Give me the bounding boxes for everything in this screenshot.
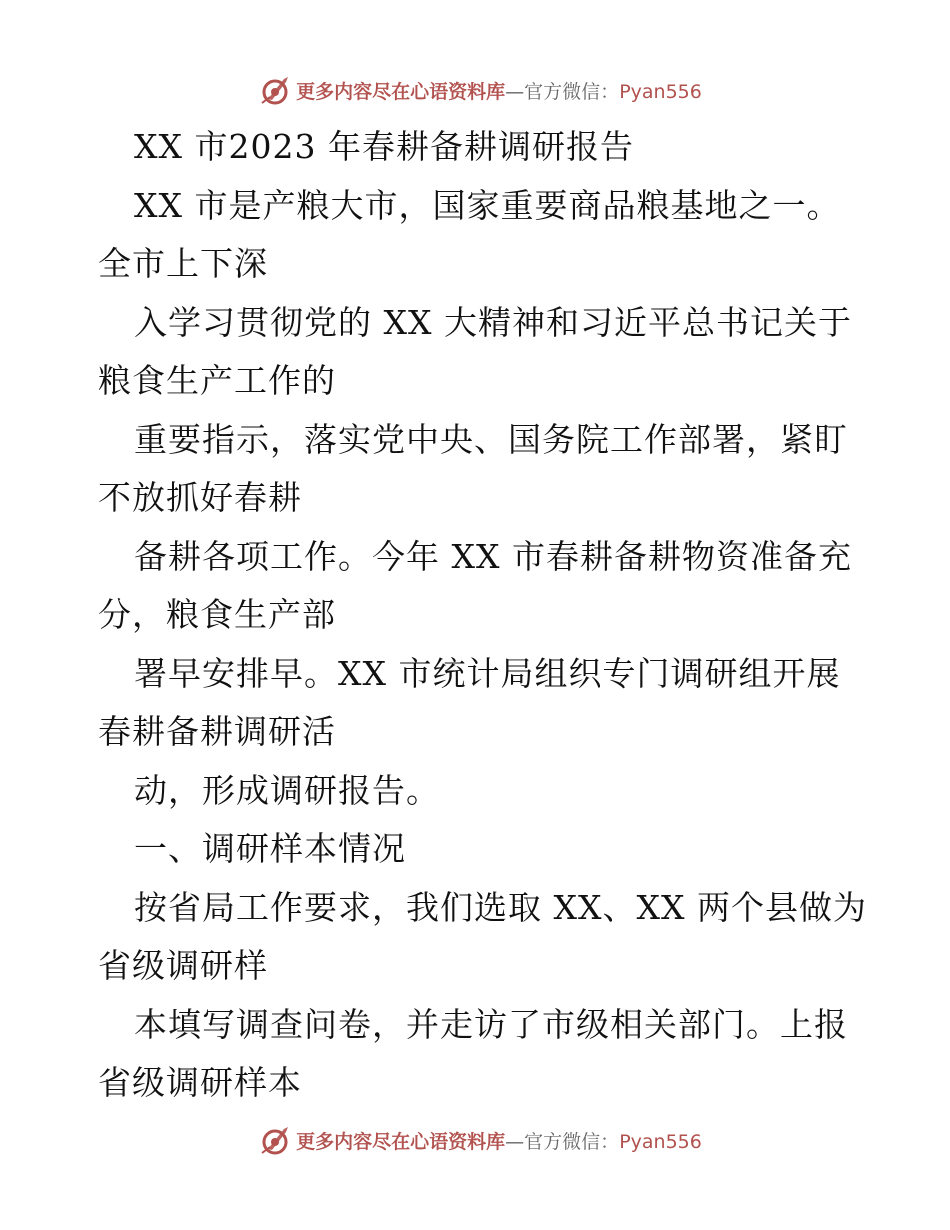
paragraph-line: 按省局工作要求，我们选取 XX、XX 两个县做为 [134,887,867,927]
feather-pen-logo-icon [258,1123,292,1157]
paragraph-line: 分，粮食生产部 [98,595,336,634]
paragraph-line: 省级调研样本 [98,1063,302,1102]
paragraph-line: XX 市是产粮大市，国家重要商品粮基地之一。 [134,185,841,225]
paragraph-line: 本填写调查问卷，并走访了市级相关部门。上报 [134,1004,848,1044]
feather-pen-logo-icon [258,73,292,107]
paragraph-line: 动，形成调研报告。 [134,770,440,810]
watermark-group [258,73,702,107]
paragraph-line: 省级调研样 [98,946,268,985]
section-heading: 一、调研样本情况 [134,829,406,868]
watermark-separator: —官方微信： [505,80,620,103]
paragraph-line: 入学习贯彻党的 XX 大精神和习近平总书记关于 [134,302,852,342]
document-body [98,118,867,1113]
watermark-site-name: 更多内容尽在心语资料库 [296,1130,506,1153]
watermark-text [296,77,702,104]
footer-watermark-banner [0,1122,950,1158]
document-title: XX 市2023 年春耕备耕调研报告 [134,127,634,166]
paragraph-line: 粮食生产工作的 [98,361,336,400]
watermark-text [296,1127,702,1154]
paragraph-line: 署早安排早。XX 市统计局组织专门调研组开展 [134,653,841,693]
paragraph-line: 春耕备耕调研活 [98,712,336,751]
paragraph-line: 重要指示，落实党中央、国务院工作部署，紧盯 [134,419,848,459]
paragraph-line: 不放抓好春耕 [98,478,302,517]
paragraph-line: 全市上下深 [98,244,268,283]
header-watermark-banner [0,72,950,108]
watermark-group [258,1123,702,1157]
watermark-wechat-id: Pyan556 [619,80,702,103]
watermark-wechat-id: Pyan556 [619,1130,702,1153]
watermark-separator: —官方微信： [505,1130,620,1153]
watermark-site-name: 更多内容尽在心语资料库 [296,80,506,103]
paragraph-line: 备耕各项工作。今年 XX 市春耕备耕物资准备充 [134,536,852,576]
